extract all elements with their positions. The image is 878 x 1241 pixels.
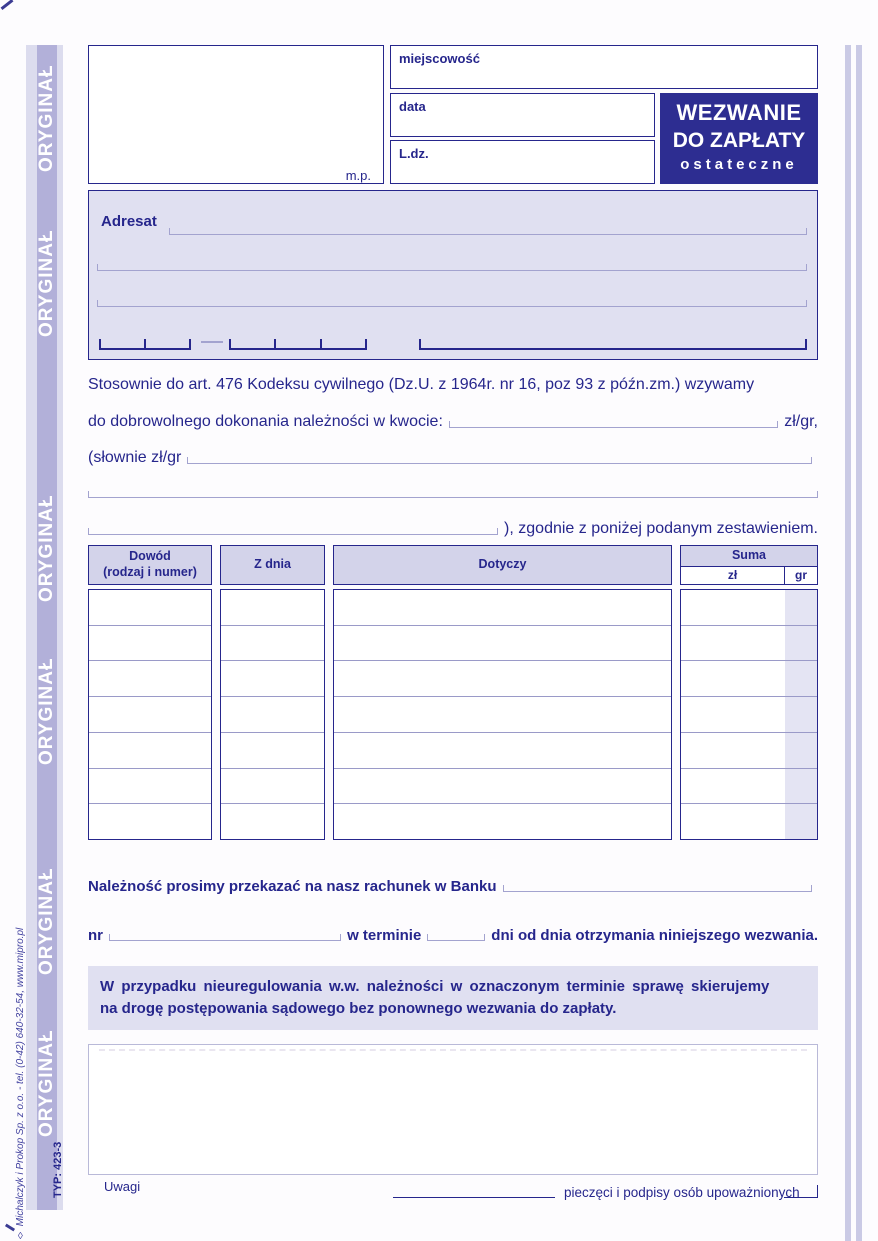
term-label: w terminie xyxy=(347,927,422,944)
amount-suffix: zł/gr, xyxy=(784,413,818,430)
notes-box[interactable] xyxy=(88,1044,818,1175)
addressee-panel[interactable] xyxy=(88,190,818,360)
table-cell[interactable] xyxy=(681,768,817,804)
table-column-concerns xyxy=(333,589,672,840)
legal-basis-line: Stosownie do art. 476 Kodeksu cywilnego (Dz.U. z 1964r. nr 16, poz 93 z późn.zm.) wzywamy xyxy=(88,376,755,393)
legal-warning-notice xyxy=(88,966,818,1030)
table-cell[interactable] xyxy=(89,803,211,839)
copy-watermark: ORYGINAŁ xyxy=(36,1029,57,1137)
table-cell[interactable] xyxy=(221,732,324,768)
addressee-label: Adresat xyxy=(101,213,157,230)
place-field[interactable] xyxy=(390,45,818,89)
statement-line xyxy=(88,520,818,538)
publisher-imprint xyxy=(15,852,29,1240)
table-header-date: Z dnia xyxy=(220,545,325,585)
print-registration-mark xyxy=(5,1224,15,1232)
perforation-stripe xyxy=(845,45,851,1241)
city-line[interactable] xyxy=(419,339,807,350)
amount-words-prefix: (słownie zł/gr xyxy=(88,449,182,466)
addressee-name-line[interactable] xyxy=(169,227,807,235)
signature-line[interactable] xyxy=(393,1197,555,1198)
term-days-blank[interactable] xyxy=(427,933,485,941)
table-column-document xyxy=(88,589,212,840)
table-header-sum xyxy=(680,545,818,585)
table-column-date xyxy=(220,589,325,840)
table-cell[interactable] xyxy=(89,696,211,732)
amount-words-continuation xyxy=(88,490,818,498)
amount-line xyxy=(88,413,818,431)
date-field[interactable] xyxy=(390,93,655,137)
amount-words-blank2[interactable] xyxy=(88,490,818,498)
perforation-stripe xyxy=(856,45,862,1241)
table-cell[interactable] xyxy=(334,803,671,839)
reference-number-label: L.dz. xyxy=(399,146,429,161)
bank-prefix: Należność prosimy przekazać na nasz rachunek w Banku xyxy=(88,878,497,895)
table-cell[interactable] xyxy=(89,660,211,696)
addressee-street-line[interactable] xyxy=(97,263,807,271)
table-cell[interactable] xyxy=(681,625,817,661)
sum-label: Suma xyxy=(681,546,817,567)
sum-grosz-label: gr xyxy=(795,568,807,582)
postal-code-boxes-second[interactable] xyxy=(229,339,367,350)
table-header-concerns: Dotyczy xyxy=(333,545,672,585)
copy-watermark: ORYGINAŁ xyxy=(36,867,57,975)
perforation-dashed-line xyxy=(99,1049,807,1051)
table-cell[interactable] xyxy=(681,732,817,768)
signature-label: pieczęci i podpisy osób upoważnionych xyxy=(564,1185,800,1200)
table-cell[interactable] xyxy=(681,803,817,839)
table-cell[interactable] xyxy=(221,660,324,696)
amount-prefix: do dobrowolnego dokonania należności w kwocie: xyxy=(88,413,443,430)
table-cell[interactable] xyxy=(334,732,671,768)
amount-words-blank3[interactable] xyxy=(88,527,498,535)
publisher-text: Michalczyk i Prokop Sp. z o.o. - tel. (0-42) 640-32-54, www.mipro.pl xyxy=(15,927,26,1227)
table-cell[interactable] xyxy=(681,590,817,625)
table-cell[interactable] xyxy=(334,660,671,696)
table-cell[interactable] xyxy=(221,803,324,839)
table-cell[interactable] xyxy=(221,768,324,804)
table-cell[interactable] xyxy=(89,625,211,661)
table-column-sum xyxy=(680,589,818,840)
stamp-place-note: m.p. xyxy=(345,168,371,183)
term-suffix: dni od dnia otrzymania niniejszego wezwania. xyxy=(491,927,818,944)
sum-zloty-label: zł xyxy=(681,567,785,584)
copy-watermark: ORYGINAŁ xyxy=(36,494,57,602)
postal-code-boxes-first[interactable] xyxy=(99,339,191,350)
table-cell[interactable] xyxy=(89,590,211,625)
copy-watermark: ORYGINAŁ xyxy=(36,64,57,172)
account-label: nr xyxy=(88,927,103,944)
reference-number-field[interactable] xyxy=(390,140,655,184)
table-cell[interactable] xyxy=(334,625,671,661)
account-number-blank[interactable] xyxy=(109,933,341,941)
statement-suffix: ), zgodnie z poniżej podanym zestawieniem. xyxy=(504,520,818,537)
bank-line xyxy=(88,878,818,895)
signature-line-end[interactable] xyxy=(784,1185,818,1198)
form-title-line3: ostateczne xyxy=(680,156,798,173)
table-cell[interactable] xyxy=(334,590,671,625)
print-registration-mark xyxy=(1,0,14,10)
copy-watermark: ORYGINAŁ xyxy=(36,657,57,765)
table-header-document: Dowód (rodzaj i numer) xyxy=(88,545,212,585)
table-cell[interactable] xyxy=(334,768,671,804)
amount-words-blank[interactable] xyxy=(187,456,812,464)
table-cell[interactable] xyxy=(681,696,817,732)
table-cell[interactable] xyxy=(221,590,324,625)
bank-name-blank[interactable] xyxy=(503,884,813,892)
table-cell[interactable] xyxy=(89,768,211,804)
form-title-line1: WEZWANIE xyxy=(676,100,802,125)
postal-code-dash xyxy=(201,341,223,343)
addressee-address-line[interactable] xyxy=(97,299,807,307)
table-cell[interactable] xyxy=(221,696,324,732)
date-label: data xyxy=(399,99,426,114)
place-label: miejscowość xyxy=(399,51,480,66)
form-title xyxy=(660,93,818,184)
publisher-logo-icon: ◊ xyxy=(15,1229,26,1240)
account-line xyxy=(88,927,818,944)
form-type-code: TYP: 423-3 xyxy=(52,1141,64,1198)
table-cell[interactable] xyxy=(334,696,671,732)
sender-stamp-box[interactable] xyxy=(88,45,384,184)
warning-line1: W przypadku nieuregulowania w.w. należności w oznaczonym terminie sprawę skierujemy xyxy=(100,978,770,995)
table-cell[interactable] xyxy=(221,625,324,661)
table-cell[interactable] xyxy=(681,660,817,696)
copy-watermark: ORYGINAŁ xyxy=(36,229,57,337)
table-cell[interactable] xyxy=(89,732,211,768)
notes-label: Uwagi xyxy=(104,1179,141,1194)
form-title-line2: DO ZAPŁATY xyxy=(672,129,806,152)
amount-words-line xyxy=(88,449,818,467)
warning-line2: na drogę postępowania sądowego bez ponownego wezwania do zapłaty. xyxy=(100,999,617,1017)
amount-blank[interactable] xyxy=(449,420,778,428)
